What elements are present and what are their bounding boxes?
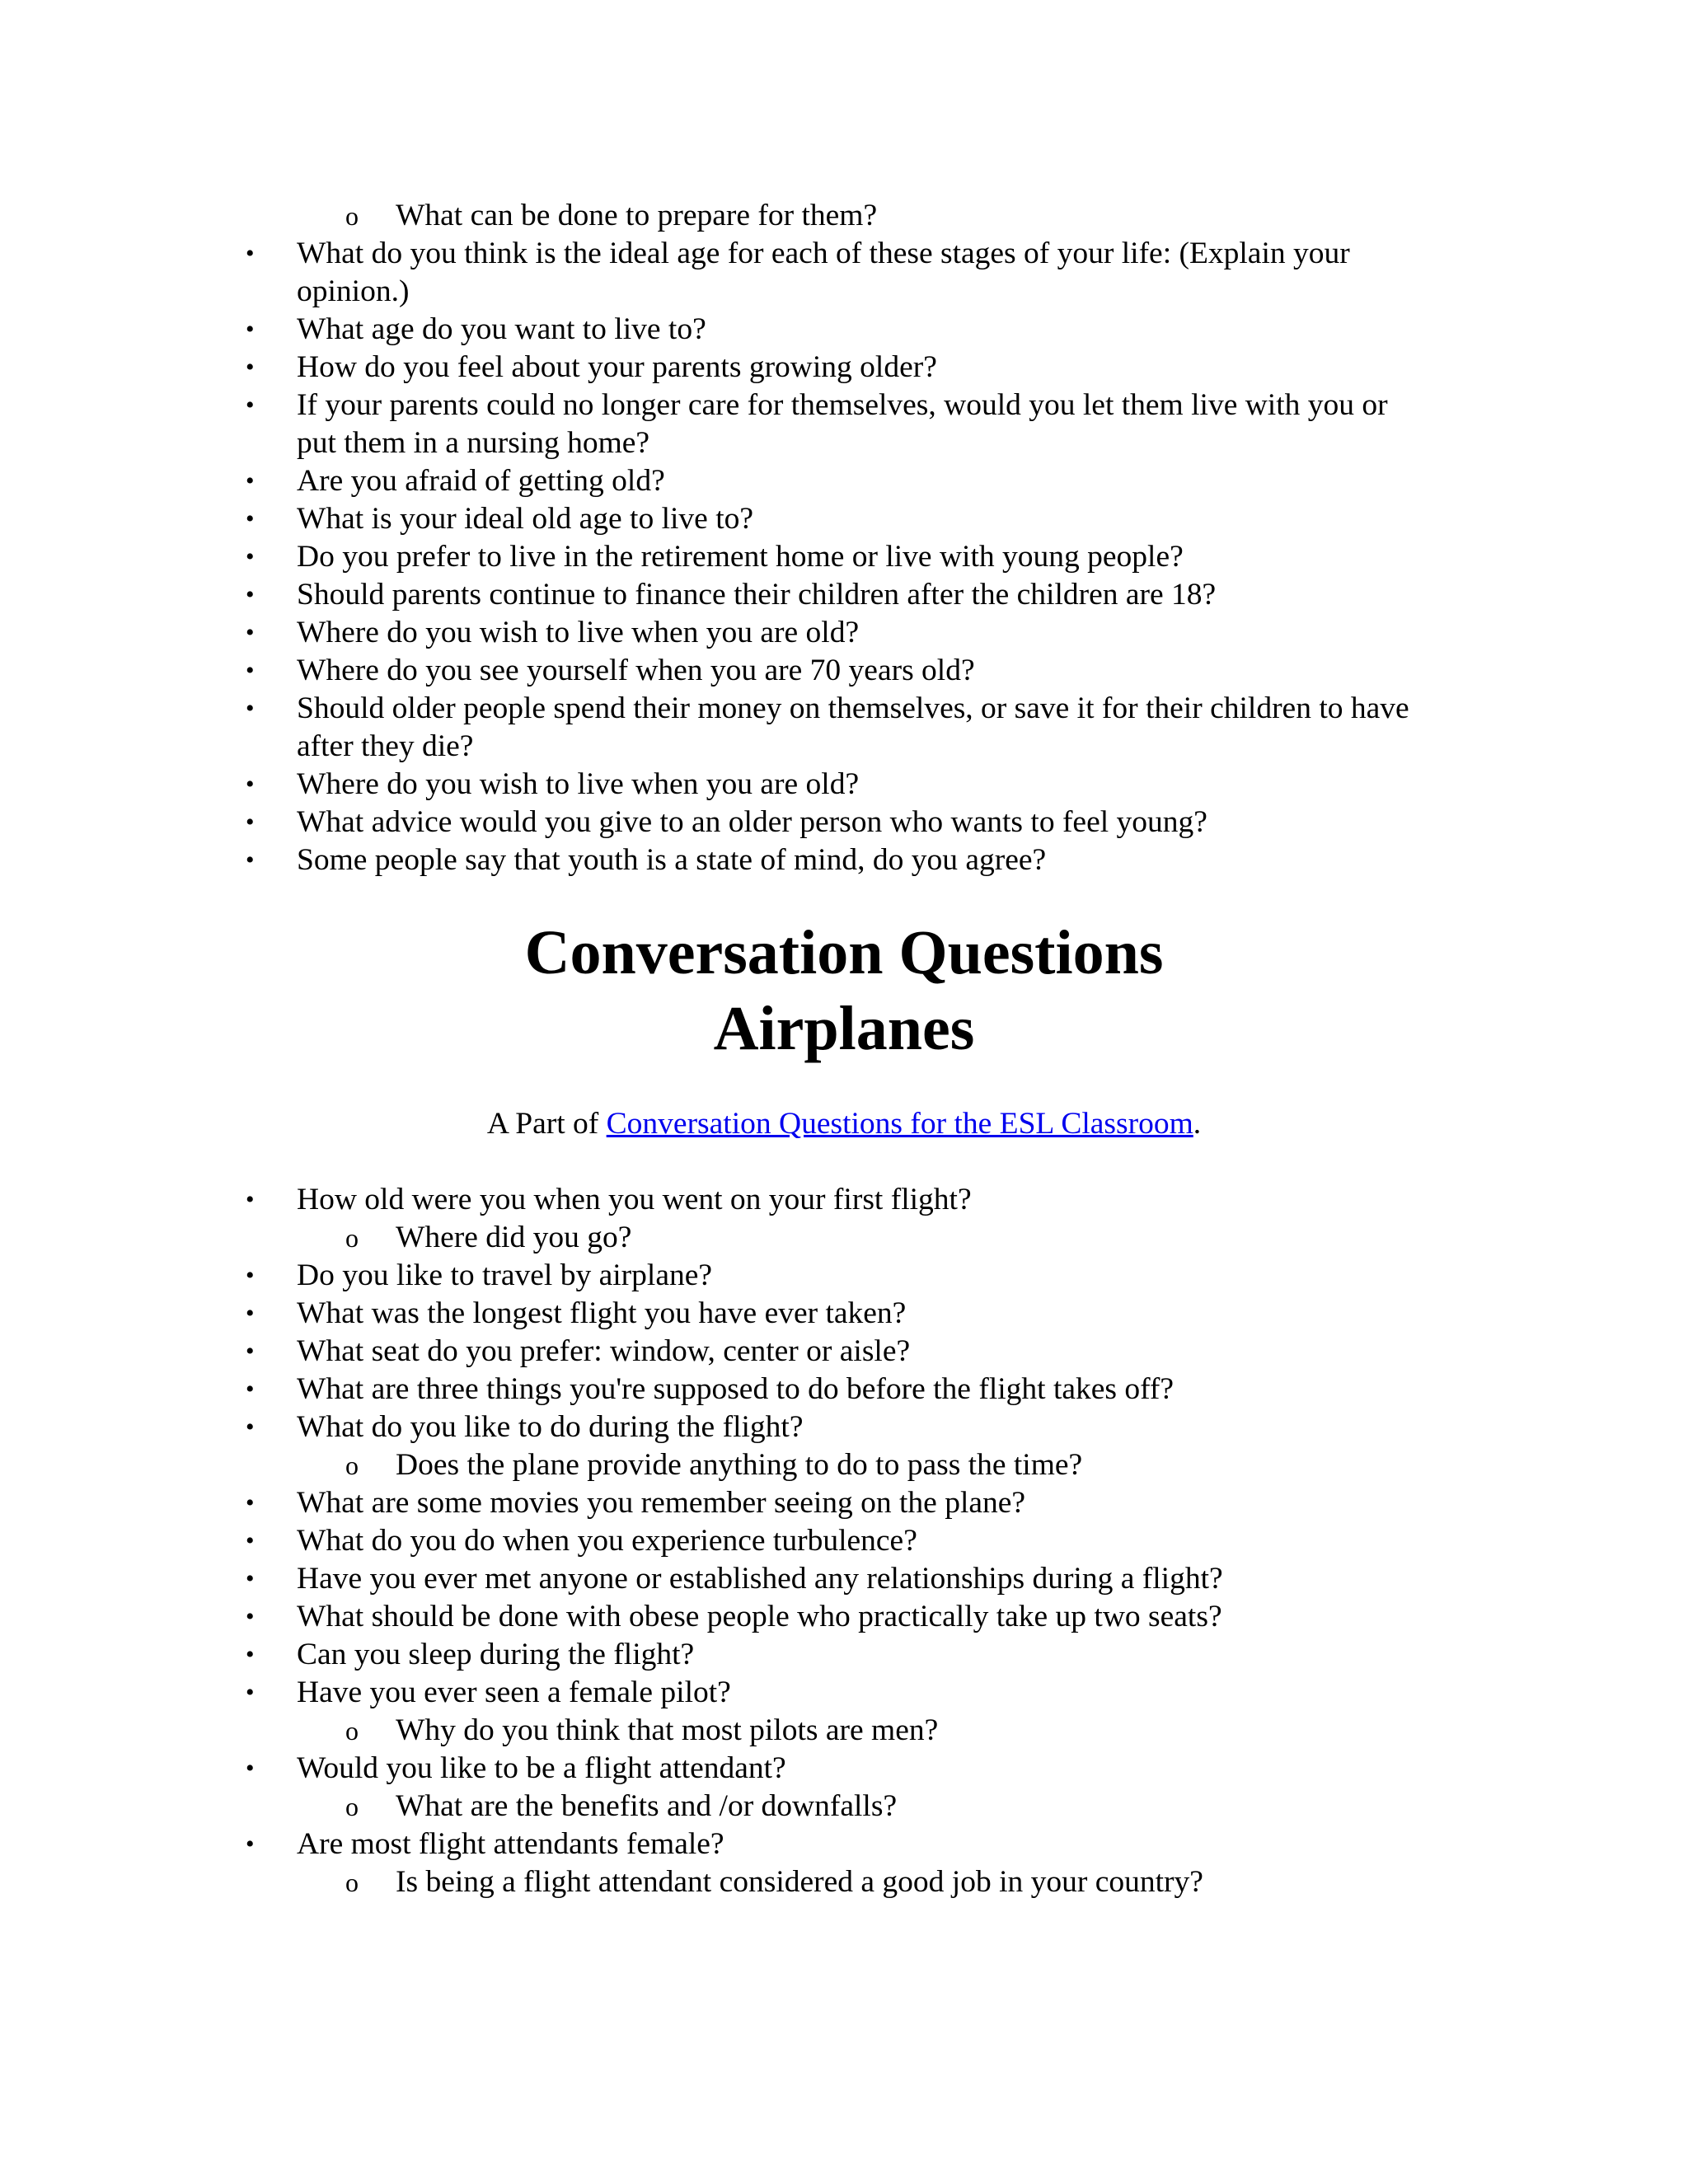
- intro-suffix: .: [1193, 1107, 1202, 1141]
- list-item: [0, 538, 1688, 576]
- question-line: What age do you want to live to?: [297, 312, 706, 346]
- question-text: [297, 614, 1688, 652]
- sub-list-item: [0, 1863, 1688, 1901]
- list-item: [0, 1825, 1688, 1863]
- question-text: [297, 462, 1688, 500]
- question-text: [297, 1408, 1688, 1446]
- question-line: Are most flight attendants female?: [297, 1827, 724, 1861]
- list-item: [0, 1295, 1688, 1333]
- question-text: [396, 1712, 1688, 1750]
- question-text: [297, 1560, 1688, 1598]
- question-text: [297, 1181, 1688, 1219]
- question-text: [396, 1446, 1688, 1484]
- list-item: [0, 1750, 1688, 1788]
- bullet-icon: •: [246, 1755, 255, 1782]
- list-item: [0, 1257, 1688, 1295]
- question-line: after they die?: [297, 729, 474, 763]
- intro-prefix: A Part of: [486, 1107, 607, 1141]
- bullet-icon: •: [246, 1603, 255, 1630]
- bullet-icon: •: [246, 1413, 255, 1441]
- list-item: [0, 500, 1688, 538]
- list-item: [0, 387, 1688, 462]
- question-text: [297, 1750, 1688, 1788]
- question-text: [297, 576, 1688, 614]
- question-text: [297, 1257, 1688, 1295]
- question-line: Have you ever seen a female pilot?: [297, 1675, 731, 1709]
- question-text: [297, 1484, 1688, 1522]
- question-line: What are some movies you remember seeing on the plane?: [297, 1486, 1026, 1520]
- list-item: [0, 1181, 1688, 1219]
- page-title: [0, 915, 1688, 1066]
- question-line: Is being a flight attendant considered a good job in your country?: [396, 1865, 1203, 1899]
- sub-list-item: [0, 1788, 1688, 1825]
- bullet-icon: •: [246, 1338, 255, 1365]
- question-text: [297, 538, 1688, 576]
- intro-line: [0, 1105, 1688, 1143]
- list-item: [0, 1484, 1688, 1522]
- title-line-2: Airplanes: [713, 994, 975, 1063]
- bullet-icon: •: [246, 1376, 255, 1403]
- question-line: If your parents could no longer care for themselves, would you let them live with you or: [297, 388, 1388, 422]
- question-line: Should parents continue to finance their children after the children are 18?: [297, 578, 1217, 612]
- question-text: [297, 1295, 1688, 1333]
- question-text: [297, 235, 1688, 311]
- question-text: [297, 804, 1688, 841]
- question-line: Does the plane provide anything to do to pass the time?: [396, 1448, 1083, 1482]
- question-line: What was the longest flight you have ever taken?: [297, 1296, 907, 1330]
- list-item: [0, 652, 1688, 690]
- list-item: [0, 235, 1688, 311]
- bullet-icon: •: [246, 1679, 255, 1706]
- bullet-icon: •: [246, 808, 255, 836]
- bullet-icon: •: [246, 1300, 255, 1327]
- question-line: How old were you when you went on your first flight?: [297, 1183, 972, 1216]
- bullet-icon: •: [246, 1186, 255, 1213]
- list-item: [0, 841, 1688, 879]
- question-text: [297, 1674, 1688, 1712]
- bullet-icon: •: [246, 240, 255, 267]
- question-text: [297, 766, 1688, 804]
- question-text: [297, 387, 1688, 462]
- question-line: Some people say that youth is a state of mind, do you agree?: [297, 843, 1047, 877]
- question-line: Should older people spend their money on themselves, or save it for their children to have: [297, 691, 1409, 725]
- question-line: Where did you go?: [396, 1221, 632, 1254]
- question-line: How do you feel about your parents growing older?: [297, 350, 937, 384]
- question-text: [396, 1219, 1688, 1257]
- question-line: What is your ideal old age to live to?: [297, 502, 754, 536]
- list-item: [0, 1560, 1688, 1598]
- list-item: [0, 766, 1688, 804]
- bullet-icon: •: [246, 581, 255, 608]
- question-text: [396, 1863, 1688, 1901]
- list-item: [0, 690, 1688, 766]
- question-line: opinion.): [297, 274, 410, 308]
- question-text: [297, 1825, 1688, 1863]
- question-line: Are you afraid of getting old?: [297, 464, 665, 498]
- question-line: Do you like to travel by airplane?: [297, 1258, 712, 1292]
- bullet-icon: •: [246, 505, 255, 532]
- question-line: Where do you wish to live when you are old?: [297, 767, 860, 801]
- question-text: [297, 311, 1688, 349]
- airplane-question-list: [0, 1181, 1688, 1901]
- sub-list-item: [0, 197, 1688, 235]
- bullet-icon: •: [246, 846, 255, 874]
- question-text: [297, 1636, 1688, 1674]
- question-text: [297, 841, 1688, 879]
- question-text: [297, 1522, 1688, 1560]
- sub-list-item: [0, 1712, 1688, 1750]
- bullet-icon: •: [246, 657, 255, 684]
- list-item: [0, 1333, 1688, 1371]
- question-line: What do you think is the ideal age for each of these stages of your life: (Explain your: [297, 237, 1350, 270]
- bullet-icon: •: [246, 1641, 255, 1668]
- bullet-icon: •: [246, 1489, 255, 1516]
- question-line: Have you ever met anyone or established any relationships during a flight?: [297, 1562, 1223, 1596]
- question-text: [297, 652, 1688, 690]
- question-line: Where do you wish to live when you are old?: [297, 616, 860, 649]
- list-item: [0, 1598, 1688, 1636]
- title-line-1: Conversation Questions: [524, 918, 1164, 987]
- question-line: What do you do when you experience turbulence?: [297, 1524, 917, 1558]
- bullet-icon: •: [246, 316, 255, 343]
- question-line: What are three things you're supposed to do before the flight takes off?: [297, 1372, 1175, 1406]
- circle-bullet-icon: o: [345, 1223, 359, 1253]
- bullet-icon: •: [246, 695, 255, 722]
- question-line: What advice would you give to an older person who wants to feel young?: [297, 805, 1207, 839]
- circle-bullet-icon: o: [345, 1451, 359, 1480]
- list-item: [0, 462, 1688, 500]
- question-text: [297, 500, 1688, 538]
- list-item: [0, 1522, 1688, 1560]
- aging-question-list: [0, 197, 1688, 879]
- list-item: [0, 1636, 1688, 1674]
- list-item: [0, 804, 1688, 841]
- list-item: [0, 311, 1688, 349]
- question-text: [396, 1788, 1688, 1825]
- question-line: put them in a nursing home?: [297, 426, 650, 460]
- question-line: Would you like to be a flight attendant?: [297, 1751, 786, 1785]
- list-item: [0, 1371, 1688, 1408]
- circle-bullet-icon: o: [345, 1716, 359, 1746]
- bullet-icon: •: [246, 1565, 255, 1592]
- circle-bullet-icon: o: [345, 201, 359, 231]
- question-text: [396, 197, 1688, 235]
- list-item: [0, 349, 1688, 387]
- question-line: What do you like to do during the flight?: [297, 1410, 804, 1444]
- question-text: [297, 349, 1688, 387]
- question-text: [297, 1333, 1688, 1371]
- bullet-icon: •: [246, 543, 255, 570]
- bullet-icon: •: [246, 1262, 255, 1289]
- question-line: Do you prefer to live in the retirement home or live with young people?: [297, 540, 1184, 574]
- bullet-icon: •: [246, 771, 255, 798]
- question-line: Can you sleep during the flight?: [297, 1638, 695, 1671]
- sub-list-item: [0, 1219, 1688, 1257]
- question-text: [297, 690, 1688, 766]
- esl-classroom-link[interactable]: Conversation Questions for the ESL Classroom: [606, 1107, 1193, 1141]
- circle-bullet-icon: o: [345, 1868, 359, 1897]
- sub-list-item: [0, 1446, 1688, 1484]
- circle-bullet-icon: o: [345, 1792, 359, 1821]
- question-line: What are the benefits and /or downfalls?: [396, 1789, 898, 1823]
- question-line: What can be done to prepare for them?: [396, 199, 878, 232]
- question-text: [297, 1371, 1688, 1408]
- list-item: [0, 614, 1688, 652]
- bullet-icon: •: [246, 1527, 255, 1554]
- list-item: [0, 1408, 1688, 1446]
- list-item: [0, 576, 1688, 614]
- bullet-icon: •: [246, 619, 255, 646]
- bullet-icon: •: [246, 354, 255, 381]
- question-line: What seat do you prefer: window, center or aisle?: [297, 1334, 911, 1368]
- question-text: [297, 1598, 1688, 1636]
- bullet-icon: •: [246, 1830, 255, 1858]
- question-line: Why do you think that most pilots are men?: [396, 1713, 939, 1747]
- question-line: What should be done with obese people who practically take up two seats?: [297, 1600, 1222, 1633]
- list-item: [0, 1674, 1688, 1712]
- bullet-icon: •: [246, 467, 255, 494]
- question-line: Where do you see yourself when you are 70 years old?: [297, 654, 975, 687]
- bullet-icon: •: [246, 391, 255, 419]
